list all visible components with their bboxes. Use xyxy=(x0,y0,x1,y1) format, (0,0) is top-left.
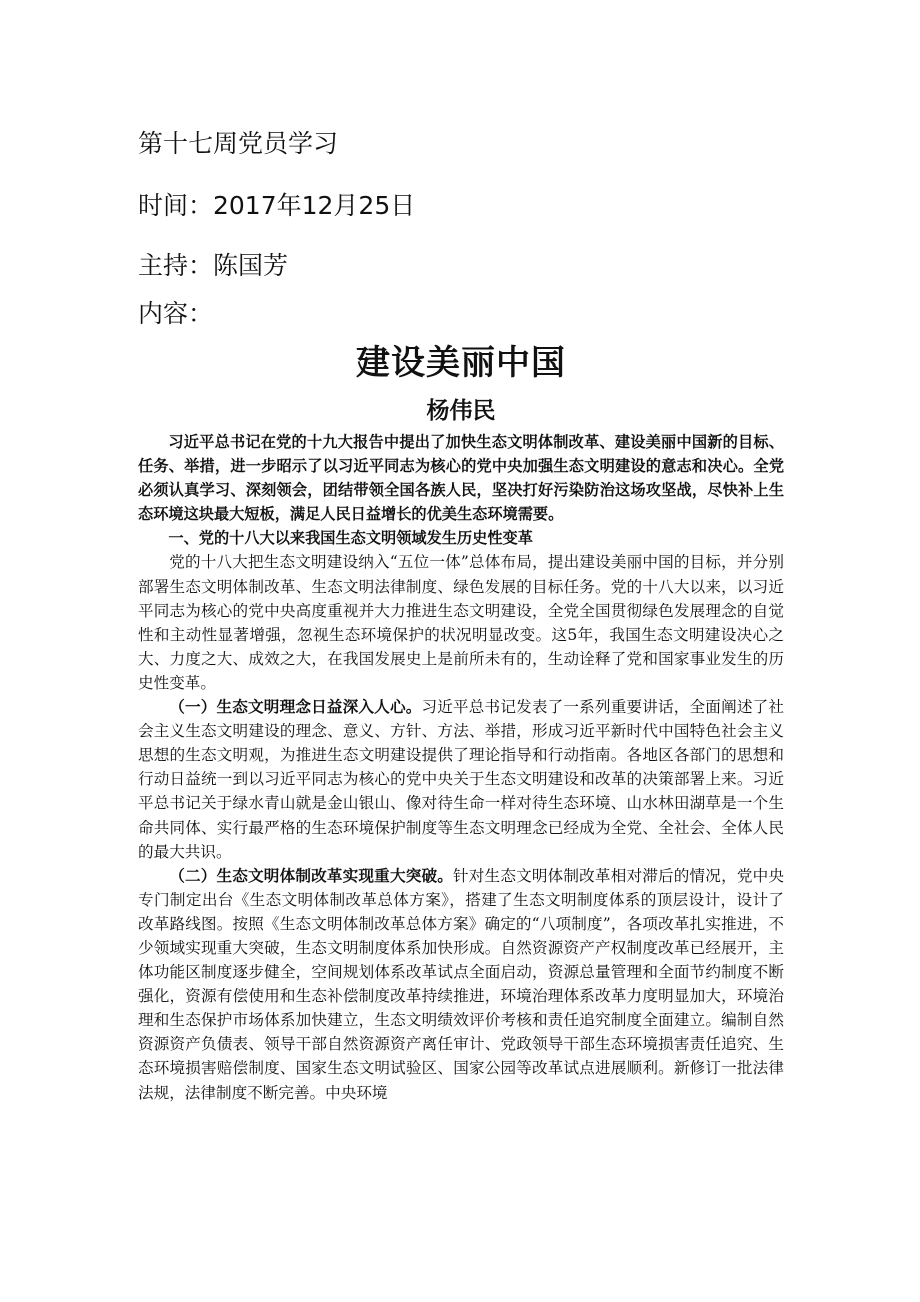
content-label: 内容： xyxy=(138,299,214,328)
article-title: 建设美丽中国 xyxy=(356,343,566,383)
paragraph-3-lead: （二）生态文明体制改革实现重大突破。 xyxy=(169,866,454,885)
paragraph-2-lead: （一）生态文明理念日益深入人心。 xyxy=(169,698,422,717)
week-title: 第十七周党员学习 xyxy=(138,129,339,158)
paragraph-3-body: 针对生态文明体制改革相对滞后的情况，党中央专门制定出台《生态文明体制改革总体方案》，搭建了生态文明制度体系的顶层设计，设计了改革路线图。按照《生态文明体制改革总体方案》确定的“八项制度”，各项改革扎实推进，不少领域实现重大突破，生态文明制度体系加快形成。自然资源资产产权制度改革已经展开，主体功能区制度逐步健全，空间规划体系改革试点全面启动，资源总量管理和全面节约制度不断强化，资源有偿使用和生态补偿制度改革持续推进，环境治理体系改革力度明显加大，环境治理和生态保护市场体系加快建立，生态文明绩效评价考核和责任追究制度全面建立。编制自然资源资产负债表、领导干部自然资源资产离任审计、党政领导干部生态环境损害责任追究、生态环境损害赔偿制度、国家生态文明试验区、国家公园等改革试点进展顺利。新修订一批法律法规，法律制度不断完善。中央环境 xyxy=(138,866,784,1102)
paragraph-3 xyxy=(138,864,784,1105)
meeting-host: 主持：陈国芳 xyxy=(138,251,289,280)
article-body xyxy=(138,430,784,1105)
article-author: 杨伟民 xyxy=(426,398,496,424)
paragraph-2 xyxy=(138,695,784,864)
paragraph-2-body: 习近平总书记发表了一系列重要讲话，全面阐述了社会主义生态文明建设的理念、意义、方针、方法、举措，形成习近平新时代中国特色社会主义思想的生态文明观，为推进生态文明建设提供了理论指导和行动指南。各地区各部门的思想和行动日益统一到以习近平同志为核心的党中央关于生态文明建设和改革的决策部署上来。习近平总书记关于绿水青山就是金山银山、像对待生命一样对待生态环境、山水林田湖草是一个生命共同体、实行最严格的生态环境保护制度等生态文明理念已经成为全党、全社会、全体人民的最大共识。 xyxy=(138,698,784,861)
intro-paragraph: 习近平总书记在党的十九大报告中提出了加快生态文明体制改革、建设美丽中国新的目标、任务、举措，进一步昭示了以习近平同志为核心的党中央加强生态文明建设的意志和决心。全党必须认真学习、深刻领会，团结带领全国各族人民，坚决打好污染防治这场攻坚战，尽快补上生态环境这块最大短板，满足人民日益增长的优美生态环境需要。 xyxy=(138,433,784,524)
meeting-time: 时间：2017年12月25日 xyxy=(138,191,416,220)
paragraph-1: 党的十八大把生态文明建设纳入“五位一体”总体布局，提出建设美丽中国的目标，并分别部署生态文明体制改革、生态文明法律制度、绿色发展的目标任务。党的十八大以来，以习近平同志为核心的党中央高度重视并大力推进生态文明建设，全党全国贯彻绿色发展理念的自觉性和主动性显著增强，忽视生态环境保护的状况明显改变。这5年，我国生态文明建设决心之大、力度之大、成效之大，在我国发展史上是前所未有的，生动诠释了党和国家事业发生的历史性变革。 xyxy=(138,553,784,692)
section-heading-1: 一、党的十八大以来我国生态文明领域发生历史性变革 xyxy=(168,529,533,548)
meeting-header xyxy=(138,128,798,330)
